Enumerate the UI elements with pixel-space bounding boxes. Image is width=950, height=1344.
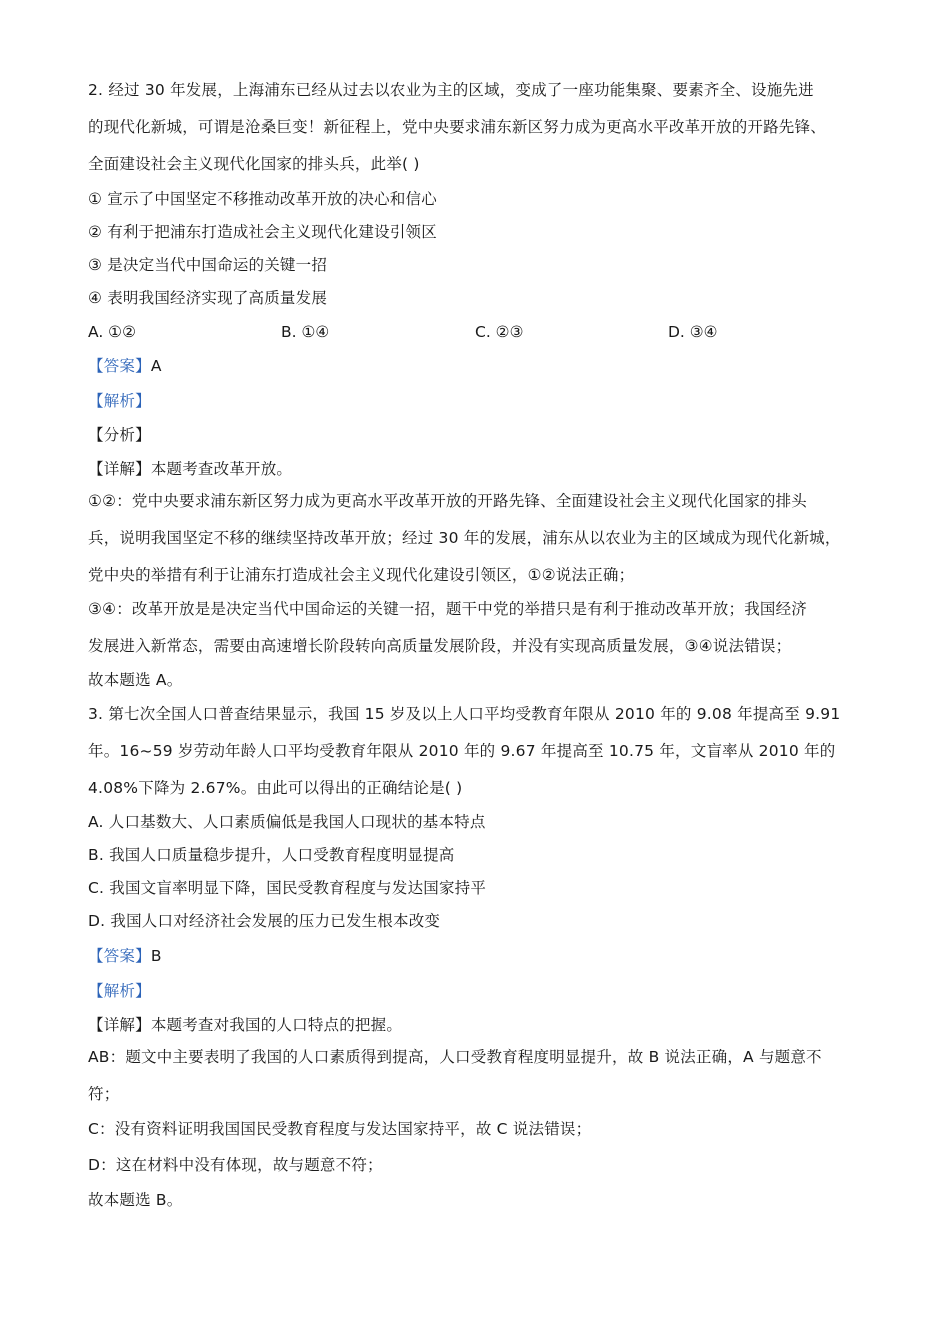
q3-stem-line-2: 年。16~59 岁劳动年龄人口平均受教育年限从 2010 年的 9.67 年提高至 10.75 年，文盲率从 2010 年的 (88, 742, 836, 760)
q3-option-c: C. 我国文盲率明显下降，国民受教育程度与发达国家持平 (88, 879, 487, 897)
q2-detail-text: 本题考查改革开放。 (150, 460, 293, 478)
q2-detail (88, 459, 292, 479)
q2-explanation-line-5: 发展进入新常态，需要由高速增长阶段转向高质量发展阶段，并没有实现高质量发展，③④说法错误； (88, 637, 792, 655)
q3-detail (88, 1015, 402, 1035)
q2-option-a: A. ①② (88, 323, 136, 341)
q2-detail-tag: 【详解】 (88, 460, 151, 478)
q3-analysis-heading (88, 981, 151, 1001)
q3-analysis-tag: 【解析】 (88, 982, 151, 1000)
q3-answer-value: B (150, 947, 162, 965)
q2-stem-line-3: 全面建设社会主义现代化国家的排头兵，此举( ) (88, 155, 420, 173)
q2-fenxi-heading (88, 425, 151, 445)
q3-stem-line-1: 3. 第七次全国人口普查结果显示，我国 15 岁及以上人口平均受教育年限从 2010 年的 9.08 年提高至 9.91 (88, 705, 841, 723)
q2-answer (88, 356, 162, 376)
q3-answer (88, 946, 162, 966)
q3-stem-line-3: 4.08%下降为 2.67%。由此可以得出的正确结论是( ) (88, 779, 463, 797)
q2-answer-value: A (150, 357, 162, 375)
q2-analysis-tag: 【解析】 (88, 392, 151, 410)
q2-explanation-line-1: ①②：党中央要求浦东新区努力成为更高水平改革开放的开路先锋、全面建设社会主义现代化国家的排头 (88, 492, 807, 510)
q3-explanation-line-1: AB：题文中主要表明了我国的人口素质得到提高，人口受教育程度明显提升，故 B 说法正确，A 与题意不 (88, 1048, 822, 1066)
q2-statement-1: ① 宣示了中国坚定不移推动改革开放的决心和信心 (88, 190, 437, 208)
q3-detail-text: 本题考查对我国的人口特点的把握。 (150, 1016, 403, 1034)
q2-explanation-line-6: 故本题选 A。 (88, 671, 183, 689)
q2-analysis-heading (88, 391, 151, 411)
q2-explanation-line-4: ③④：改革开放是是决定当代中国命运的关键一招，题干中党的举措只是有利于推动改革开放；我国经济 (88, 600, 807, 618)
q2-fenxi-tag: 【分析】 (88, 426, 151, 444)
q3-explanation-line-5: 故本题选 B。 (88, 1191, 183, 1209)
q2-answer-tag: 【答案】 (88, 357, 151, 375)
q2-stem-line-2: 的现代化新城，可谓是沧桑巨变！新征程上，党中央要求浦东新区努力成为更高水平改革开放的开路先锋、 (88, 118, 826, 136)
q3-answer-tag: 【答案】 (88, 947, 151, 965)
q2-option-d: D. ③④ (668, 323, 718, 341)
q2-statement-4: ④ 表明我国经济实现了高质量发展 (88, 289, 328, 307)
q3-explanation-line-2: 符； (88, 1085, 120, 1103)
q2-explanation-line-3: 党中央的举措有利于让浦东打造成社会主义现代化建设引领区，①②说法正确； (88, 566, 635, 584)
q3-option-a: A. 人口基数大、人口素质偏低是我国人口现状的基本特点 (88, 813, 486, 831)
q2-statement-3: ③ 是决定当代中国命运的关键一招 (88, 256, 328, 274)
q2-option-c: C. ②③ (475, 323, 524, 341)
q2-stem-line-1: 2. 经过 30 年发展，上海浦东已经从过去以农业为主的区域，变成了一座功能集聚、要素齐全、设施先进 (88, 81, 814, 99)
q2-statement-2: ② 有利于把浦东打造成社会主义现代化建设引领区 (88, 223, 437, 241)
q2-explanation-line-2: 兵，说明我国坚定不移的继续坚持改革开放；经过 30 年的发展，浦东从以农业为主的区域成为现代化新城， (88, 529, 841, 547)
q3-explanation-line-3: C：没有资料证明我国国民受教育程度与发达国家持平，故 C 说法错误； (88, 1120, 592, 1138)
q3-option-b: B. 我国人口质量稳步提升，人口受教育程度明显提高 (88, 846, 455, 864)
q3-detail-tag: 【详解】 (88, 1016, 151, 1034)
q3-option-d: D. 我国人口对经济社会发展的压力已发生根本改变 (88, 912, 441, 930)
q3-explanation-line-4: D：这在材料中没有体现，故与题意不符； (88, 1156, 383, 1174)
q2-option-b: B. ①④ (281, 323, 330, 341)
